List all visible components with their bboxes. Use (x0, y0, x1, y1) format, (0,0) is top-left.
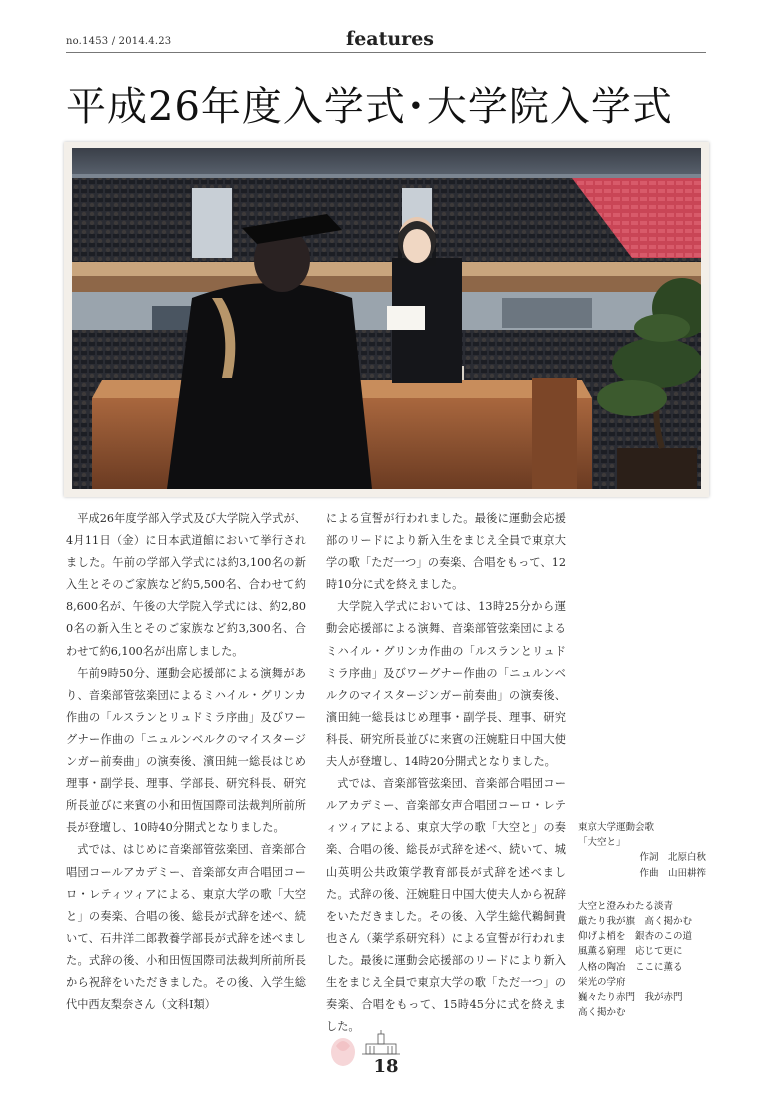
paragraph: 平成26年度学部入学式及び大学院入学式が、4月11日（金）に日本武道館において挙行されました。午前の学部入学式には約3,100名の新入生とそのご家族など約5,500名、合わせて約8,600名が、午後の大学院入学式には、約2,800名の新入生とそのご家族など約3,300名、合わせて約6,100名が出席しました。 (66, 512, 306, 658)
lyric-line: 仰げよ梢を 銀杏のこの道 (578, 931, 693, 943)
body-column-left (66, 508, 306, 1016)
lyric-line: 人格の陶冶 ここに薫る (578, 961, 683, 973)
lyrics-heading: 東京大学運動会歌 (578, 822, 655, 833)
composer-credit: 作曲 山田耕筰 (639, 867, 706, 879)
photo-frame (64, 142, 709, 497)
paragraph: による宣誓が行われました。最後に運動会応援部のリードにより新入生をまじえ全員で東京大学の歌「ただ一つ」の奏楽、合唱をもって、12時10分に式を終えました。 (326, 512, 566, 592)
song-lyrics-box (578, 820, 708, 1020)
header-divider (66, 52, 706, 53)
article-title: 平成26年度入学式･大学院入学式 (66, 84, 673, 130)
paragraph: 式では、音楽部管弦楽団、音楽部合唱団コールアカデミー、音楽部女声合唱団コーロ・レティツィアによる、東京大学の歌「大空と」の奏楽、合唱の後、総長が式辞を述べ、続いて、城山英明公共政策学教育部長が式辞を述べました。式辞の後、汪婉駐日中国大使夫人から祝辞をいただきました。その後、入学生総代鵜飼貴也さん（薬学系研究科）による宣誓が行われました。最後に運動会応援部のリードにより新入生をまじえ全員で東京大学の歌「ただ一つ」の奏楽、合唱をもって、15時45分に式を終えました。 (326, 777, 566, 1034)
lyric-line: 巍々たり赤門 我が赤門 (578, 992, 683, 1004)
paragraph: 式では、はじめに音楽部管弦楽団、音楽部合唱団コールアカデミー、音楽部女声合唱団コーロ・レティツィアによる、東京大学の歌「大空と」の奏楽、合唱の後、総長が式辞を述べ、続いて、石井洋二郎教養学部長が式辞を述べました。式辞の後、小和田恆国際司法裁判所前所長から祝辞をいただきました。その後、入学生総代中西友梨奈さん（文科Ⅰ類） (66, 843, 306, 1012)
paragraph: 大学院入学式においては、13時25分から運動会応援部による演舞、音楽部管弦楽団によるミハイル・グリンカ作曲の「ルスランとリュドミラ序曲」及びワーグナー作曲の「ニュルンベルクのマイスタージンガー前奏曲」の演奏後、濱田純一総長はじめ理事・副学長、理事、研究科長、研究所長並びに来賓の汪婉駐日中国大使夫人が登壇し、14時20分開式となりました。 (326, 600, 566, 769)
lyric-line: 高く掲かむ (578, 1007, 626, 1019)
issue-info: no.1453 / 2014.4.23 (66, 36, 172, 47)
lyric-line: 厳たり我が旗 高く掲かむ (578, 916, 693, 928)
lyric-line: 栄光の学府 (578, 976, 626, 988)
section-label: features (346, 28, 434, 50)
lyric-line: 大空と澄みわたる淡青 (578, 900, 674, 912)
paragraph: 午前9時50分、運動会応援部による演舞があり、音楽部管弦楽団によるミハイル・グリンカ作曲の「ルスランとリュドミラ序曲」及びワーグナー作曲の「ニュルンベルクのマイスタージンガー前奏曲」の演奏後、濱田純一総長はじめ理事・副学長、理事、学部長、研究科長、研究所長並びに来賓の小和田恆国際司法裁判所前所長が登壇し、10時40分開式となりました。 (66, 666, 306, 835)
lyric-line: 風薫る窮理 応じて更に (578, 946, 683, 958)
song-title: 「大空と」 (578, 837, 626, 849)
page-number: 18 (373, 1056, 399, 1077)
lyricist-credit: 作詞 北原白秋 (639, 852, 706, 864)
ceremony-speech-photo (72, 148, 701, 489)
body-column-right (326, 508, 566, 1038)
